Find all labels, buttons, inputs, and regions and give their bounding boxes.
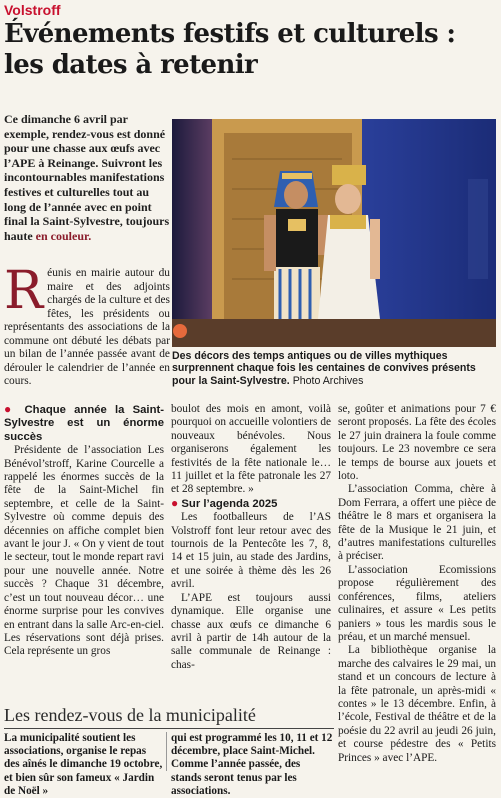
col2-paragraph-ape: L’APE est toujours aussi dynamique. Elle organise une chasse aux œufs ce dimanche 6 avril à partir de 14h autour de la salle communale de Reinange : chas- — [171, 591, 331, 671]
lead-paragraph — [4, 112, 170, 243]
column-3 — [338, 403, 496, 765]
box-text-right: qui est programmé les 10, 11 et 12 décembre, place Saint-Michel. Comme l’année passée, des stands seront tenus par les associations. — [171, 732, 333, 797]
intro-paragraph — [4, 261, 170, 389]
col3-paragraph-ecomissions: L’association Ecomissions propose régulièrement des conférences, films, ateliers culinaires, et assure « Les petits paniers » tous les mardis sous le préau, et un marché mensuel. — [338, 563, 496, 643]
col2-continuation: boulot des mois en amont, voilà pourquoi on accueille volontiers de nouveaux bénévoles. Nous organiserons également les festivités de la fête nationale le… 11 juillet et la fête patronale les 27 et 28 septembre. » — [171, 403, 331, 496]
col3-paragraph-library: La bibliothèque organise la marche des calvaires le 29 mai, un stand et un concours de lecture à la fête patronale, un après-midi « contes » le 13 décembre. Enfin, à l’école, Festival de théâtre et de la poésie du 22 avril au jeudi 26 juin, et course pédestre des « Petits Princes » avec l’APE. — [338, 644, 496, 764]
bullet-dot-icon: ● — [171, 495, 179, 510]
box-text-left: La municipalité soutient les associations, organise le repas des aînés le dimanche 19 octobre, et bien sûr son fameux « Jardin de Noël » — [4, 732, 163, 797]
col3-paragraph-1: se, goûter et animations pour 7 € seront proposés. La fête des écoles le 27 juin drainera la foule comme toujours. Le 23 novembre ce sera le temps de bourse aux jouets et loto. — [338, 403, 496, 483]
kicker-town: Volstroff — [4, 2, 61, 18]
section-title-2-text: Sur l’agenda 2025 — [181, 497, 278, 510]
box-title: Les rendez-vous de la municipalité — [4, 705, 256, 725]
box-divider — [166, 732, 167, 771]
section-title-1-text: Chaque année la Saint-Sylvestre est un énorme succès — [4, 404, 164, 443]
section-1-body: Présidente de l’association Les Bénévol’stroff, Karine Courcelle a rappelé les énormes succès de la fête de la Saint-Michel fin septembre, et celle de la Saint-Sylvestre où comme depuis des décennies on affiche complet bien avant le jour J. « On y vient de tout le secteur, tout le monde repart ravi pour une nouvelle année. Notre succès ? Chaque 31 décembre, c’est un tout nouveau décor… une énorme surprise pour les convives en entrant dans la salle Arc-en-ciel. Les réservations sont déjà prises. Cela représente un gros — [4, 444, 164, 658]
intro-text: éunis en mairie autour du maire et des adjoints chargés de la culture et des fêtes, les présidents ou représentants des associations de la commune ont débuté les débats par un bilan de l’année passée avant de dérouler le calendrier de l’année en cours. — [4, 267, 170, 387]
headline — [4, 19, 498, 81]
drop-cap: R — [4, 261, 44, 321]
column-1 — [4, 403, 164, 659]
column-2 — [171, 403, 331, 672]
lead-text: Ce dimanche 6 avril par exemple, rendez-vous est donné pour une chasse aux œufs avec l’APE à Reinange. Suivront les incontournables manifestations festives et culturelles tout au long de l’année avec en point final la Saint-Sylvestre, toujours haute — [4, 112, 170, 243]
bullet-dot-icon: ● — [4, 402, 17, 416]
headline-line-2: les dates à retenir — [4, 50, 258, 80]
col2-paragraph-football: Les footballeurs de l’AS Volstroff font leur retour avec des tournois de la Pentecôte les 7, 8, 14 et 15 juin, au stade des Jardins, et une soirée à thème dès les 26 avril. — [171, 511, 331, 591]
caption-credit: Photo Archives — [292, 374, 364, 387]
lead-accent: en couleur. — [35, 228, 92, 243]
photo-caption — [172, 350, 496, 387]
section-title-1 — [4, 403, 164, 444]
photo-illustration — [172, 119, 496, 347]
box-rule — [4, 728, 334, 729]
section-title-2 — [171, 497, 331, 511]
col3-paragraph-comma: L’association Comma, chère à Dom Ferrara, a offert une pièce de théâtre le 8 mars et organisera la fête de la Musique le 21 juin, et d’autres manifestations culturelles à préciser. — [338, 483, 496, 563]
event-photo — [172, 119, 496, 347]
headline-line-1: Événements festifs et culturels : — [4, 19, 456, 49]
caption-text: Des décors des temps antiques ou de villes mythiques surprennent chaque fois les centaines de convives présents pour la Saint-Sylvestre. — [172, 350, 476, 387]
